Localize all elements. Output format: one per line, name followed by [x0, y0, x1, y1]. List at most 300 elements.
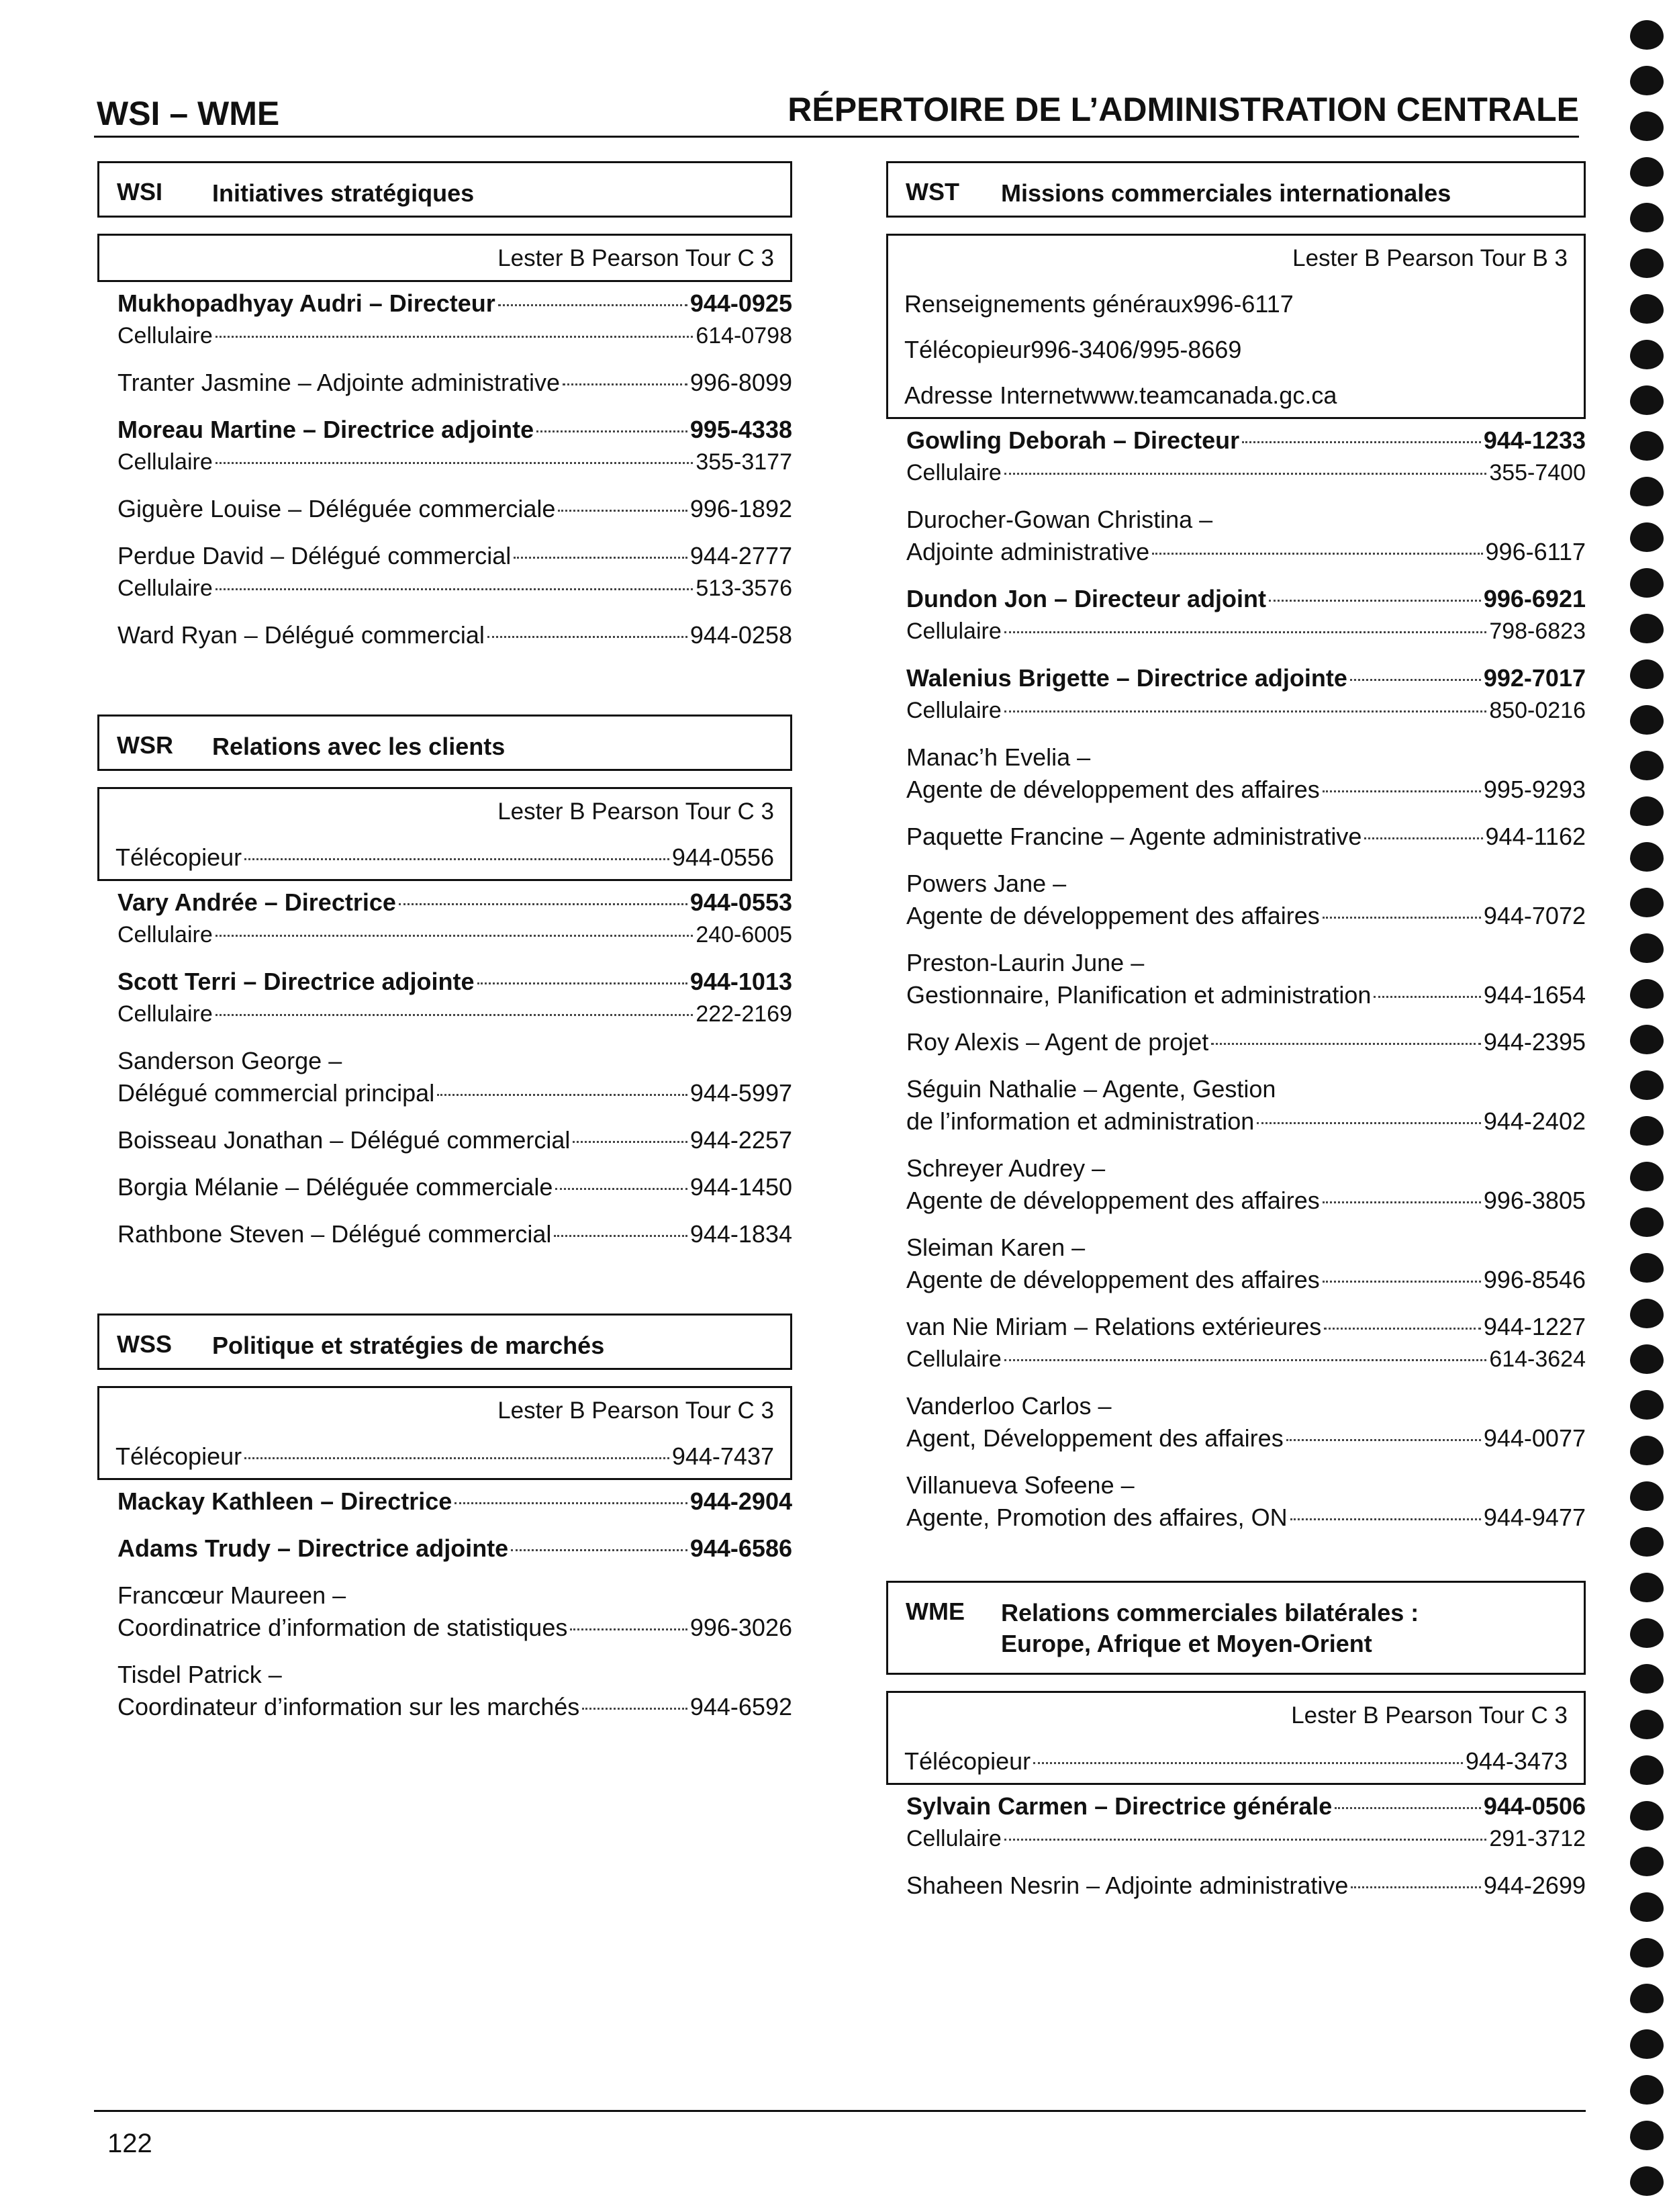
- entry-name-line: Powers Jane –: [906, 870, 1067, 897]
- phone-number: 944-1227: [1483, 1313, 1586, 1340]
- binding-hole: [1630, 2166, 1664, 2196]
- entry-row: [117, 493, 792, 525]
- phone-number: 944-5997: [689, 1079, 792, 1107]
- directory-entry: [117, 367, 792, 399]
- leader-dots: [1323, 1281, 1481, 1283]
- binding-hole: [1630, 1984, 1664, 2013]
- entry-name: Gestionnaire, Planification et administration: [906, 981, 1372, 1009]
- phone-number: 996-1892: [689, 495, 792, 522]
- phone-number: 944-1162: [1485, 823, 1586, 850]
- cell-row: [117, 446, 792, 478]
- entry-row: [117, 1532, 792, 1565]
- entry-name: Délégué commercial principal: [117, 1079, 435, 1107]
- leader-dots: [1323, 1201, 1481, 1203]
- entry-row: [117, 1485, 792, 1518]
- entry-name: Mackay Kathleen – Directrice: [117, 1487, 452, 1515]
- phone-number: 944-0077: [1483, 1424, 1586, 1452]
- directory-entry: [906, 662, 1586, 727]
- entry-row: [906, 1185, 1586, 1217]
- location-box: [886, 1691, 1586, 1785]
- binding-holes: [1630, 20, 1665, 2212]
- phone-number: 944-2257: [689, 1126, 792, 1154]
- binding-hole: [1630, 1938, 1664, 1968]
- entry-name-line: Villanueva Sofeene –: [906, 1471, 1135, 1499]
- entry-name-line: Francœur Maureen –: [117, 1581, 346, 1609]
- header-section-range: WSI – WME: [97, 95, 280, 132]
- entry-row: [906, 1790, 1586, 1823]
- directory-entry: [117, 414, 792, 478]
- leader-dots: [1323, 790, 1481, 792]
- entry-row: [906, 1502, 1586, 1534]
- leader-dots: [1004, 1839, 1487, 1841]
- entry-row: [117, 1612, 792, 1644]
- directory-entry: [906, 868, 1586, 932]
- entry-name: Renseignements généraux: [904, 290, 1194, 318]
- entry-name-line: Séguin Nathalie – Agente, Gestion: [906, 1075, 1276, 1103]
- leader-dots: [487, 636, 687, 638]
- location: Lester B Pearson Tour C 3: [497, 1397, 774, 1424]
- leader-dots: [1350, 679, 1481, 681]
- binding-hole: [1630, 1025, 1664, 1054]
- section-title: Initiatives stratégiques: [212, 179, 475, 207]
- binding-hole: [1630, 1162, 1664, 1191]
- directory-entry: [906, 1026, 1586, 1058]
- section-title-line-1: Relations commerciales bilatérales :: [1001, 1599, 1419, 1626]
- binding-hole: [1630, 888, 1664, 917]
- leader-dots: [1324, 1328, 1481, 1330]
- leader-dots: [1335, 1807, 1481, 1809]
- binding-hole: [1630, 751, 1664, 780]
- leader-dots: [1004, 631, 1487, 633]
- cell-row: [906, 615, 1586, 647]
- leader-dots: [555, 1188, 687, 1190]
- section-header-wsi: [97, 161, 792, 218]
- entry-name: Adresse Internet: [904, 381, 1082, 409]
- entry-list-wme: [886, 1785, 1586, 1902]
- directory-entry: [117, 619, 792, 651]
- leader-dots: [1374, 996, 1480, 998]
- entry-name: Sylvain Carmen – Directrice générale: [906, 1792, 1333, 1820]
- entry-name-line: Schreyer Audrey –: [906, 1154, 1106, 1182]
- cell-number: 614-0798: [696, 323, 792, 349]
- leader-dots: [511, 1549, 687, 1551]
- directory-entry: [117, 1485, 792, 1518]
- entry-name: Rathbone Steven – Délégué commercial: [117, 1220, 552, 1248]
- entry-row: [906, 821, 1586, 853]
- page-number: 122: [107, 2129, 152, 2158]
- binding-hole: [1630, 2075, 1664, 2105]
- cell-number: 291-3712: [1489, 1826, 1586, 1851]
- directory-entry: [117, 1124, 792, 1156]
- leader-dots: [216, 462, 694, 464]
- cell-label: Cellulaire: [906, 1346, 1002, 1372]
- phone-number: 944-1654: [1483, 981, 1586, 1009]
- entry-name: Télécopieur: [904, 336, 1031, 363]
- entry-row: [117, 287, 792, 320]
- directory-entry: [117, 540, 792, 604]
- cell-row: [117, 919, 792, 951]
- directory-entry: [906, 504, 1586, 568]
- binding-hole: [1630, 1573, 1664, 1602]
- binding-hole: [1630, 705, 1664, 735]
- cell-row: [117, 572, 792, 604]
- entry-name: Tranter Jasmine – Adjointe administrative: [117, 369, 560, 396]
- binding-hole: [1630, 203, 1664, 232]
- directory-entry: [117, 1659, 792, 1723]
- fax-row: [99, 1432, 790, 1478]
- leader-dots: [399, 903, 687, 905]
- binding-hole: [1630, 1436, 1664, 1465]
- entry-row: [906, 1311, 1586, 1343]
- phone-number: 996-6117: [1193, 290, 1294, 318]
- binding-hole: [1630, 1481, 1664, 1511]
- directory-entry: [906, 1073, 1586, 1138]
- phone-number: 996-8546: [1483, 1266, 1586, 1293]
- entry-name: Coordinateur d’information sur les marchés: [117, 1693, 580, 1720]
- left-column: [97, 161, 792, 1738]
- fax-number: 944-7437: [671, 1442, 774, 1470]
- entry-row: [117, 619, 792, 651]
- phone-number: 944-1013: [689, 968, 792, 995]
- header-directory-title: RÉPERTOIRE DE L’ADMINISTRATION CENTRALE: [787, 91, 1579, 128]
- directory-entry: [906, 821, 1586, 853]
- entry-row: [906, 1264, 1586, 1296]
- entry-name-line: Vanderloo Carlos –: [906, 1392, 1112, 1420]
- entry-row: [906, 1026, 1586, 1058]
- phone-number: 996-3805: [1483, 1187, 1586, 1214]
- cell-row: [117, 998, 792, 1030]
- binding-hole: [1630, 111, 1664, 141]
- leader-dots: [1351, 1886, 1480, 1888]
- cell-row: [906, 1343, 1586, 1375]
- cell-number: 513-3576: [696, 575, 792, 601]
- entry-row: [906, 900, 1586, 932]
- cell-label: Cellulaire: [117, 449, 213, 475]
- leader-dots: [1257, 1122, 1481, 1124]
- entry-row: [906, 774, 1586, 806]
- leader-dots: [536, 430, 687, 432]
- phone-number: 944-6592: [689, 1693, 792, 1720]
- phone-number: 996-3406/995-8669: [1031, 336, 1242, 363]
- leader-dots: [1004, 710, 1487, 712]
- directory-entry: [906, 1311, 1586, 1375]
- entry-row: [906, 662, 1586, 694]
- binding-hole: [1630, 157, 1664, 187]
- binding-hole: [1630, 568, 1664, 598]
- binding-hole: [1630, 614, 1664, 643]
- leader-dots: [514, 557, 687, 559]
- cell-row: [906, 694, 1586, 727]
- phone-number: 944-0925: [689, 289, 792, 317]
- leader-dots: [455, 1502, 687, 1504]
- directory-entry: [117, 493, 792, 525]
- cell-number: 355-3177: [696, 449, 792, 475]
- directory-entry: [906, 1152, 1586, 1217]
- binding-hole: [1630, 431, 1664, 461]
- info-row: [888, 371, 1584, 417]
- binding-hole: [1630, 522, 1664, 552]
- binding-hole: [1630, 340, 1664, 369]
- entry-name: Vary Andrée – Directrice: [117, 888, 396, 916]
- entry-row: [117, 367, 792, 399]
- binding-hole: [1630, 20, 1664, 50]
- entry-row: [117, 1124, 792, 1156]
- fax-label: Télécopieur: [904, 1747, 1031, 1775]
- directory-entry: [117, 1045, 792, 1109]
- leader-dots: [573, 1141, 687, 1143]
- binding-hole: [1630, 1755, 1664, 1785]
- entry-name: Perdue David – Délégué commercial: [117, 542, 512, 569]
- entry-name: Boisseau Jonathan – Délégué commercial: [117, 1126, 571, 1154]
- phone-number: 944-2395: [1483, 1028, 1586, 1056]
- binding-hole: [1630, 2029, 1664, 2059]
- section-title: [1001, 1598, 1419, 1659]
- binding-hole: [1630, 66, 1664, 95]
- section-header-wss: [97, 1314, 792, 1370]
- directory-entry: [117, 287, 792, 352]
- binding-hole: [1630, 796, 1664, 826]
- cell-label: Cellulaire: [906, 460, 1002, 486]
- leader-dots: [477, 982, 687, 984]
- binding-hole: [1630, 1892, 1664, 1922]
- cell-number: 614-3624: [1489, 1346, 1586, 1372]
- binding-hole: [1630, 248, 1664, 278]
- phone-number: 944-7072: [1483, 902, 1586, 929]
- entry-row: [117, 966, 792, 998]
- binding-hole: [1630, 1207, 1664, 1237]
- phone-number: 996-6921: [1483, 585, 1586, 612]
- entry-row: [906, 1870, 1586, 1902]
- entry-name: Walenius Brigette – Directrice adjointe: [906, 664, 1347, 692]
- leader-dots: [582, 1708, 687, 1710]
- footer-rule: [94, 2110, 1586, 2112]
- entry-row: [117, 1691, 792, 1723]
- cell-row: [906, 1823, 1586, 1855]
- directory-entry: [906, 424, 1586, 489]
- directory-entry: [117, 1218, 792, 1250]
- entry-list-wsi: [97, 282, 792, 651]
- entry-name-line: Durocher-Gowan Christina –: [906, 506, 1213, 533]
- entry-name: Agent, Développement des affaires: [906, 1424, 1284, 1452]
- right-column: [886, 161, 1586, 1917]
- section-title: Missions commerciales internationales: [1001, 179, 1451, 207]
- binding-hole: [1630, 1847, 1664, 1876]
- directory-entry: [906, 1232, 1586, 1296]
- phone-number: 944-2904: [689, 1487, 792, 1515]
- cell-label: Cellulaire: [906, 698, 1002, 723]
- fax-label: Télécopieur: [115, 1442, 242, 1470]
- binding-hole: [1630, 1527, 1664, 1557]
- cell-number: 240-6005: [696, 922, 792, 948]
- binding-hole: [1630, 1801, 1664, 1831]
- phone-number: 944-0258: [689, 621, 792, 649]
- phone-number: 944-1450: [689, 1173, 792, 1201]
- leader-dots: [216, 336, 694, 338]
- entry-name: Paquette Francine – Agente administrative: [906, 823, 1362, 850]
- leader-dots: [1269, 600, 1481, 602]
- leader-dots: [1290, 1518, 1481, 1520]
- fax-row: [99, 833, 790, 879]
- location: Lester B Pearson Tour C 3: [497, 798, 774, 825]
- phone-number: 995-9293: [1483, 776, 1586, 803]
- phone-number: 944-2777: [689, 542, 792, 569]
- info-row: [888, 326, 1584, 371]
- section-title: Politique et stratégies de marchés: [212, 1332, 605, 1359]
- entry-name-line: Manac’h Evelia –: [906, 743, 1091, 771]
- entry-row: [906, 1105, 1586, 1138]
- entry-name: Adams Trudy – Directrice adjointe: [117, 1534, 509, 1562]
- entry-row: [117, 540, 792, 572]
- phone-number: 944-9477: [1483, 1504, 1586, 1531]
- fax-number: 944-0556: [671, 843, 774, 871]
- entry-name: Agente de développement des affaires: [906, 1187, 1320, 1214]
- phone-number: 996-6117: [1485, 538, 1586, 565]
- cell-label: Cellulaire: [117, 922, 213, 948]
- leader-dots: [558, 510, 687, 512]
- entry-name: Borgia Mélanie – Déléguée commerciale: [117, 1173, 553, 1201]
- binding-hole: [1630, 979, 1664, 1009]
- entry-row: [906, 1422, 1586, 1455]
- directory-entry: [117, 1579, 792, 1644]
- leader-dots: [216, 588, 694, 590]
- binding-hole: [1630, 1390, 1664, 1420]
- cell-label: Cellulaire: [117, 323, 213, 349]
- entry-name: Ward Ryan – Délégué commercial: [117, 621, 485, 649]
- location-box: [97, 787, 792, 881]
- cell-label: Cellulaire: [117, 575, 213, 601]
- directory-entry: [906, 1790, 1586, 1855]
- entry-row: [117, 414, 792, 446]
- binding-hole: [1630, 294, 1664, 324]
- cell-number: 222-2169: [696, 1001, 792, 1027]
- entry-name-line: Preston-Laurin June –: [906, 949, 1145, 976]
- leader-dots: [563, 383, 687, 385]
- binding-hole: [1630, 1116, 1664, 1146]
- entry-name: Agente de développement des affaires: [906, 776, 1320, 803]
- section-header-wsr: [97, 715, 792, 771]
- info-row: [888, 280, 1584, 326]
- cell-label: Cellulaire: [906, 618, 1002, 644]
- location: Lester B Pearson Tour B 3: [1292, 245, 1568, 271]
- leader-dots: [1364, 837, 1482, 839]
- phone-number: 996-3026: [689, 1614, 792, 1641]
- leader-dots: [216, 1014, 694, 1016]
- binding-hole: [1630, 1344, 1664, 1374]
- phone-number: 944-0553: [689, 888, 792, 916]
- entry-name: Gowling Deborah – Directeur: [906, 426, 1240, 454]
- entry-row: [117, 1171, 792, 1203]
- phone-number: 944-1834: [689, 1220, 792, 1248]
- section-header-wme: [886, 1581, 1586, 1675]
- leader-dots: [1286, 1439, 1481, 1441]
- entry-name: de l’information et administration: [906, 1107, 1255, 1135]
- entry-row: [906, 583, 1586, 615]
- phone-number: 944-6586: [689, 1534, 792, 1562]
- page-header: [94, 87, 1579, 138]
- cell-label: Cellulaire: [117, 1001, 213, 1027]
- leader-dots: [498, 304, 687, 306]
- section-title: Relations avec les clients: [212, 733, 506, 760]
- section-code: WME: [906, 1598, 965, 1625]
- directory-entry: [906, 947, 1586, 1011]
- directory-entry: [117, 1532, 792, 1565]
- fax-label: Télécopieur: [115, 843, 242, 871]
- directory-entry: [117, 1171, 792, 1203]
- cell-number: 355-7400: [1489, 460, 1586, 486]
- leader-dots: [1004, 1359, 1487, 1361]
- leader-dots: [1242, 441, 1481, 443]
- directory-entry: [906, 1469, 1586, 1534]
- entry-name-line: Sanderson George –: [117, 1047, 342, 1074]
- leader-dots: [1152, 553, 1482, 555]
- entry-list-wss: [97, 1480, 792, 1723]
- cell-row: [906, 457, 1586, 489]
- entry-list-wst: [886, 419, 1586, 1534]
- location-box: [886, 234, 1586, 419]
- binding-hole: [1630, 1070, 1664, 1100]
- binding-hole: [1630, 385, 1664, 415]
- entry-name: Dundon Jon – Directeur adjoint: [906, 585, 1267, 612]
- location-box: [97, 1386, 792, 1480]
- binding-hole: [1630, 659, 1664, 689]
- directory-entry: [117, 886, 792, 951]
- entry-row: [906, 979, 1586, 1011]
- entry-name-line: Tisdel Patrick –: [117, 1661, 282, 1688]
- entry-row: [117, 1077, 792, 1109]
- section-code: WST: [906, 178, 959, 205]
- cell-label: Cellulaire: [906, 1826, 1002, 1851]
- binding-hole: [1630, 2121, 1664, 2150]
- phone-number: 944-2699: [1483, 1872, 1586, 1899]
- cell-number: 798-6823: [1489, 618, 1586, 644]
- leader-dots: [1323, 917, 1481, 919]
- fax-number: 944-3473: [1465, 1747, 1568, 1775]
- leader-dots: [216, 935, 694, 937]
- phone-number: 992-7017: [1483, 664, 1586, 692]
- binding-hole: [1630, 477, 1664, 506]
- section-header-wst: [886, 161, 1586, 218]
- directory-entry: [906, 1870, 1586, 1902]
- binding-hole: [1630, 1710, 1664, 1739]
- directory-entry: [117, 966, 792, 1030]
- leader-dots: [1004, 473, 1487, 475]
- entry-row: [906, 536, 1586, 568]
- directory-entry: [906, 1390, 1586, 1455]
- section-code: WSR: [117, 731, 173, 759]
- leader-dots: [570, 1628, 687, 1630]
- location: Lester B Pearson Tour C 3: [1291, 1702, 1568, 1729]
- phone-number: 996-8099: [689, 369, 792, 396]
- location-box: [97, 234, 792, 282]
- directory-entry: [906, 741, 1586, 806]
- entry-name: Shaheen Nesrin – Adjointe administrative: [906, 1872, 1349, 1899]
- binding-hole: [1630, 1253, 1664, 1283]
- entry-row: [117, 886, 792, 919]
- phone-number: www.teamcanada.gc.ca: [1082, 381, 1337, 409]
- entry-name: Giguère Louise – Déléguée commerciale: [117, 495, 556, 522]
- entry-name: Mukhopadhyay Audri – Directeur: [117, 289, 495, 317]
- entry-name: Agente de développement des affaires: [906, 1266, 1320, 1293]
- contact-info-rows: [888, 280, 1584, 417]
- section-code: WSI: [117, 178, 162, 205]
- binding-hole: [1630, 1299, 1664, 1328]
- entry-list-wsr: [97, 881, 792, 1250]
- phone-number: 944-2402: [1483, 1107, 1586, 1135]
- entry-name: Agente, Promotion des affaires, ON: [906, 1504, 1288, 1531]
- phone-number: 995-4338: [689, 416, 792, 443]
- leader-dots: [1211, 1043, 1481, 1045]
- fax-row: [888, 1737, 1584, 1783]
